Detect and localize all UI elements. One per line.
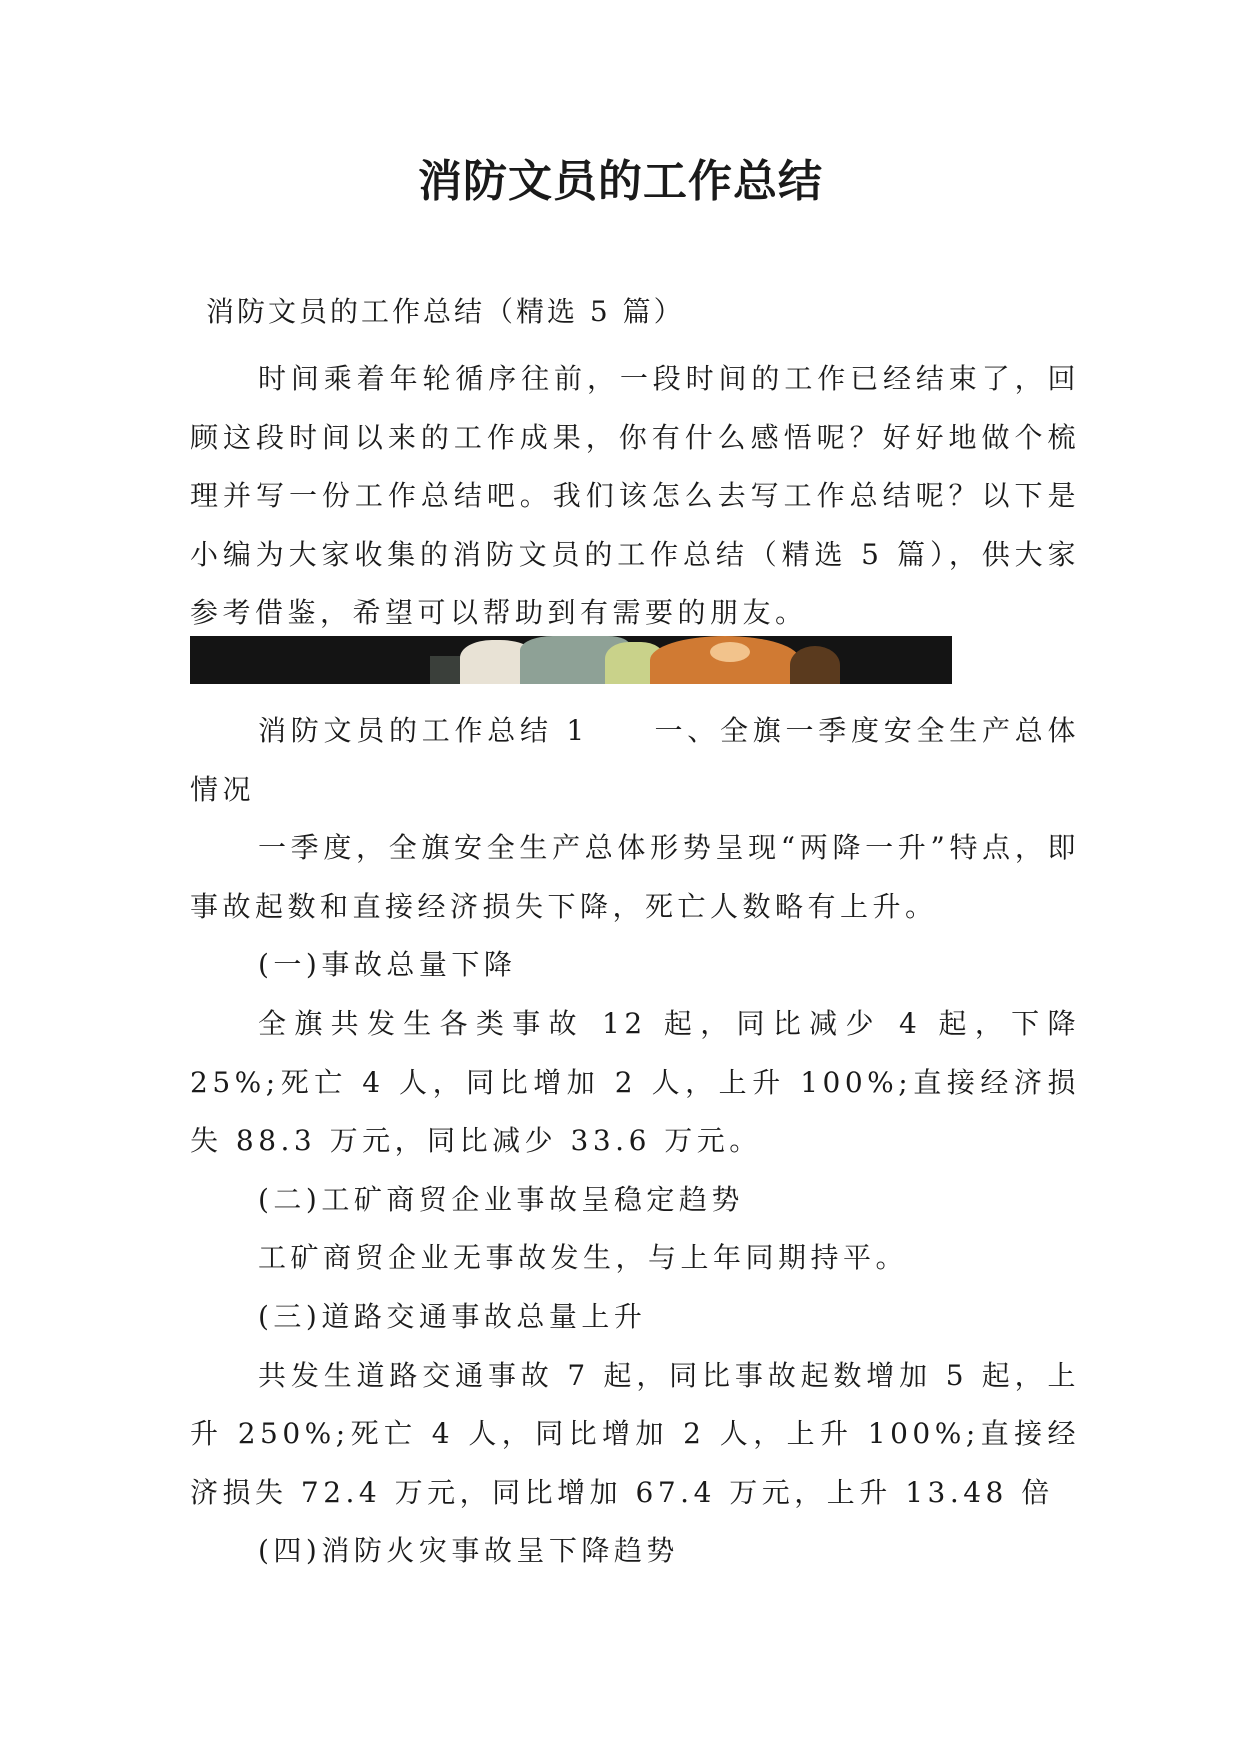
body-paragraph: 工矿商贸企业无事故发生，与上年同期持平。: [258, 1241, 909, 1275]
subsection-heading: (三)道路交通事故总量上升: [258, 1299, 647, 1333]
subsection-heading: (四)消防火灾事故呈下降趋势: [258, 1534, 679, 1568]
subsection-heading: (二)工矿商贸企业事故呈稳定趋势: [258, 1182, 744, 1216]
section-heading: 消防文员的工作总结 1 一、全旗一季度安全生产总体情况: [190, 714, 1080, 806]
body-paragraph: 一季度，全旗安全生产总体形势呈现“两降一升”特点，即事故起数和直接经济损失下降，死亡人数略有上升。: [190, 831, 1080, 923]
body-paragraph: 共发生道路交通事故 7 起，同比事故起数增加 5 起，上升 250%;死亡 4 人，同比增加 2 人，上升 100%;直接经济损失 72.4 万元，同比增加 67.4 万元，上升 13.48 倍: [190, 1358, 1080, 1509]
document-subtitle: 消防文员的工作总结（精选 5 篇）: [206, 295, 685, 328]
fire-scene-photo: [190, 636, 952, 684]
intro-paragraph: 时间乘着年轮循序往前，一段时间的工作已经结束了，回顾这段时间以来的工作成果，你有什么感悟呢？好好地做个梳理并写一份工作总结吧。我们该怎么去写工作总结呢？以下是小编为大家收集的消防文员的工作总结（精选 5 篇），供大家参考借鉴，希望可以帮助到有需要的朋友。: [190, 362, 1080, 630]
document-body: [190, 702, 1080, 1581]
body-paragraph: 全旗共发生各类事故 12 起，同比减少 4 起，下降 25%;死亡 4 人，同比增加 2 人，上升 100%;直接经济损失 88.3 万元，同比减少 33.6 万元。: [190, 1006, 1080, 1158]
document-title: 消防文员的工作总结: [418, 156, 823, 207]
subsection-heading: (一)事故总量下降: [258, 948, 517, 982]
